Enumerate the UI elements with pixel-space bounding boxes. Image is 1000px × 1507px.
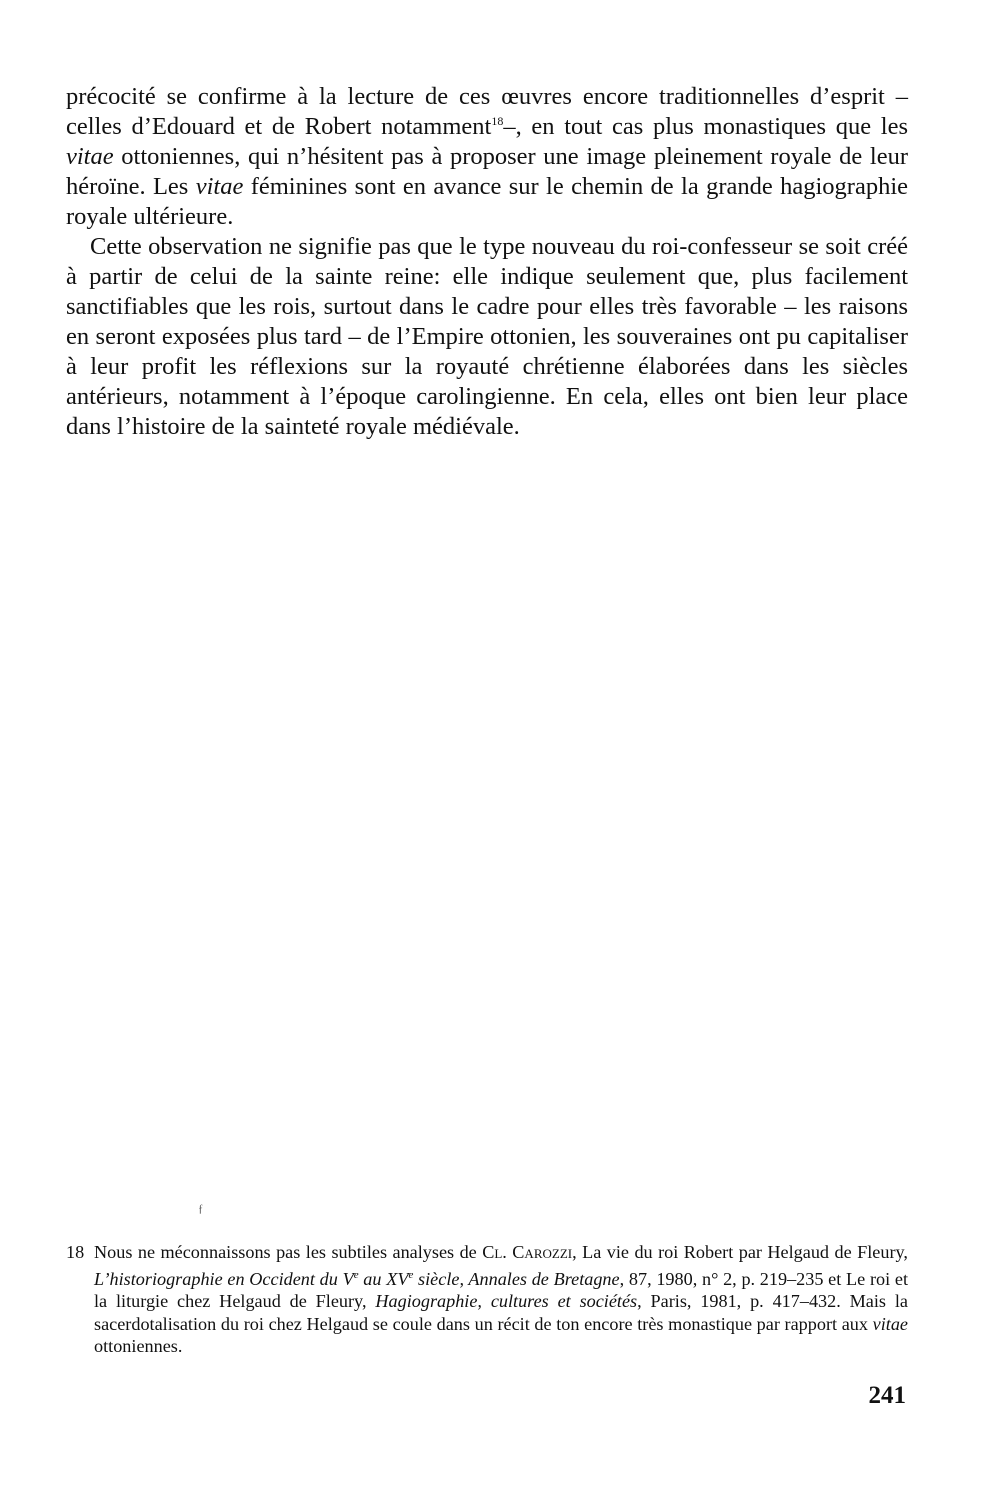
text-run: ottoniennes, qui n’hésitent pas à proposer une image pleinement royale de leur héroïne. Les: [66, 143, 908, 200]
footnote: [66, 1241, 908, 1358]
text-run: ottoniennes.: [94, 1336, 183, 1357]
page-number: 241: [868, 1382, 906, 1409]
paragraph-1: [66, 82, 908, 232]
italic-term: vitae: [66, 143, 114, 170]
italic-title: L’historiographie en Occident du V: [94, 1268, 354, 1289]
text-run: , Paris, 1981, p. 417–432. Mais la sacerdotalisation du roi chez Helgaud se coule dans un récit de ton encore très monastique par rapport aux: [94, 1291, 908, 1334]
text-run: –, en tout cas plus monastiques que les: [503, 113, 908, 140]
text-run: Nous ne méconnaissons pas les subtiles analyses de: [94, 1242, 483, 1262]
text-run: , 87, 1980, n° 2, p. 219–235 et Le roi et la liturgie chez Helgaud de Fleury,: [94, 1268, 908, 1312]
italic-title: au XV: [358, 1268, 409, 1289]
superscript: e: [408, 1268, 414, 1281]
author-name: Cl. Carozzi: [482, 1242, 573, 1262]
text-run: , La vie du roi Robert par Helgaud de Fleury,: [572, 1242, 908, 1262]
italic-term: vitae: [872, 1313, 908, 1334]
footnote-reference: 18: [491, 113, 504, 128]
italic-title: siècle, Annales de Bretagne: [413, 1268, 620, 1289]
stray-mark: ƒ: [197, 1202, 205, 1216]
main-text: [66, 82, 908, 442]
paragraph-2: Cette observation ne signifie pas que le type nouveau du roi-confesseur se soit créé à partir de celui de la sainte reine: elle indique seulement que, plus facilement sanctifiables que les rois, surtout dans le cadre pour elles très favorable – les raisons en seront exposées plus tard – de l’Empire ottonien, les souveraines ont pu capitaliser à leur profit les réflexions sur la royauté chrétienne élaborées dans les siècles antérieurs, notamment à l’époque carolingienne. En cela, elles ont bien leur place dans l’histoire de la sainteté royale médiévale.: [66, 233, 908, 440]
text-run: féminines sont en avance sur le chemin de la grande hagiographie royale ultérieure.: [66, 173, 909, 230]
italic-title: Hagiographie, cultures et sociétés: [375, 1291, 638, 1312]
footnote-number: 18: [66, 1242, 85, 1262]
italic-term: vitae: [195, 173, 244, 200]
footnote-text: [94, 1241, 908, 1358]
text-run: précocité se confirme à la lecture de ces œuvres encore traditionnelles d’esprit – celles d’Edouard et de Robert notamment: [66, 83, 908, 140]
superscript: e: [353, 1268, 359, 1281]
